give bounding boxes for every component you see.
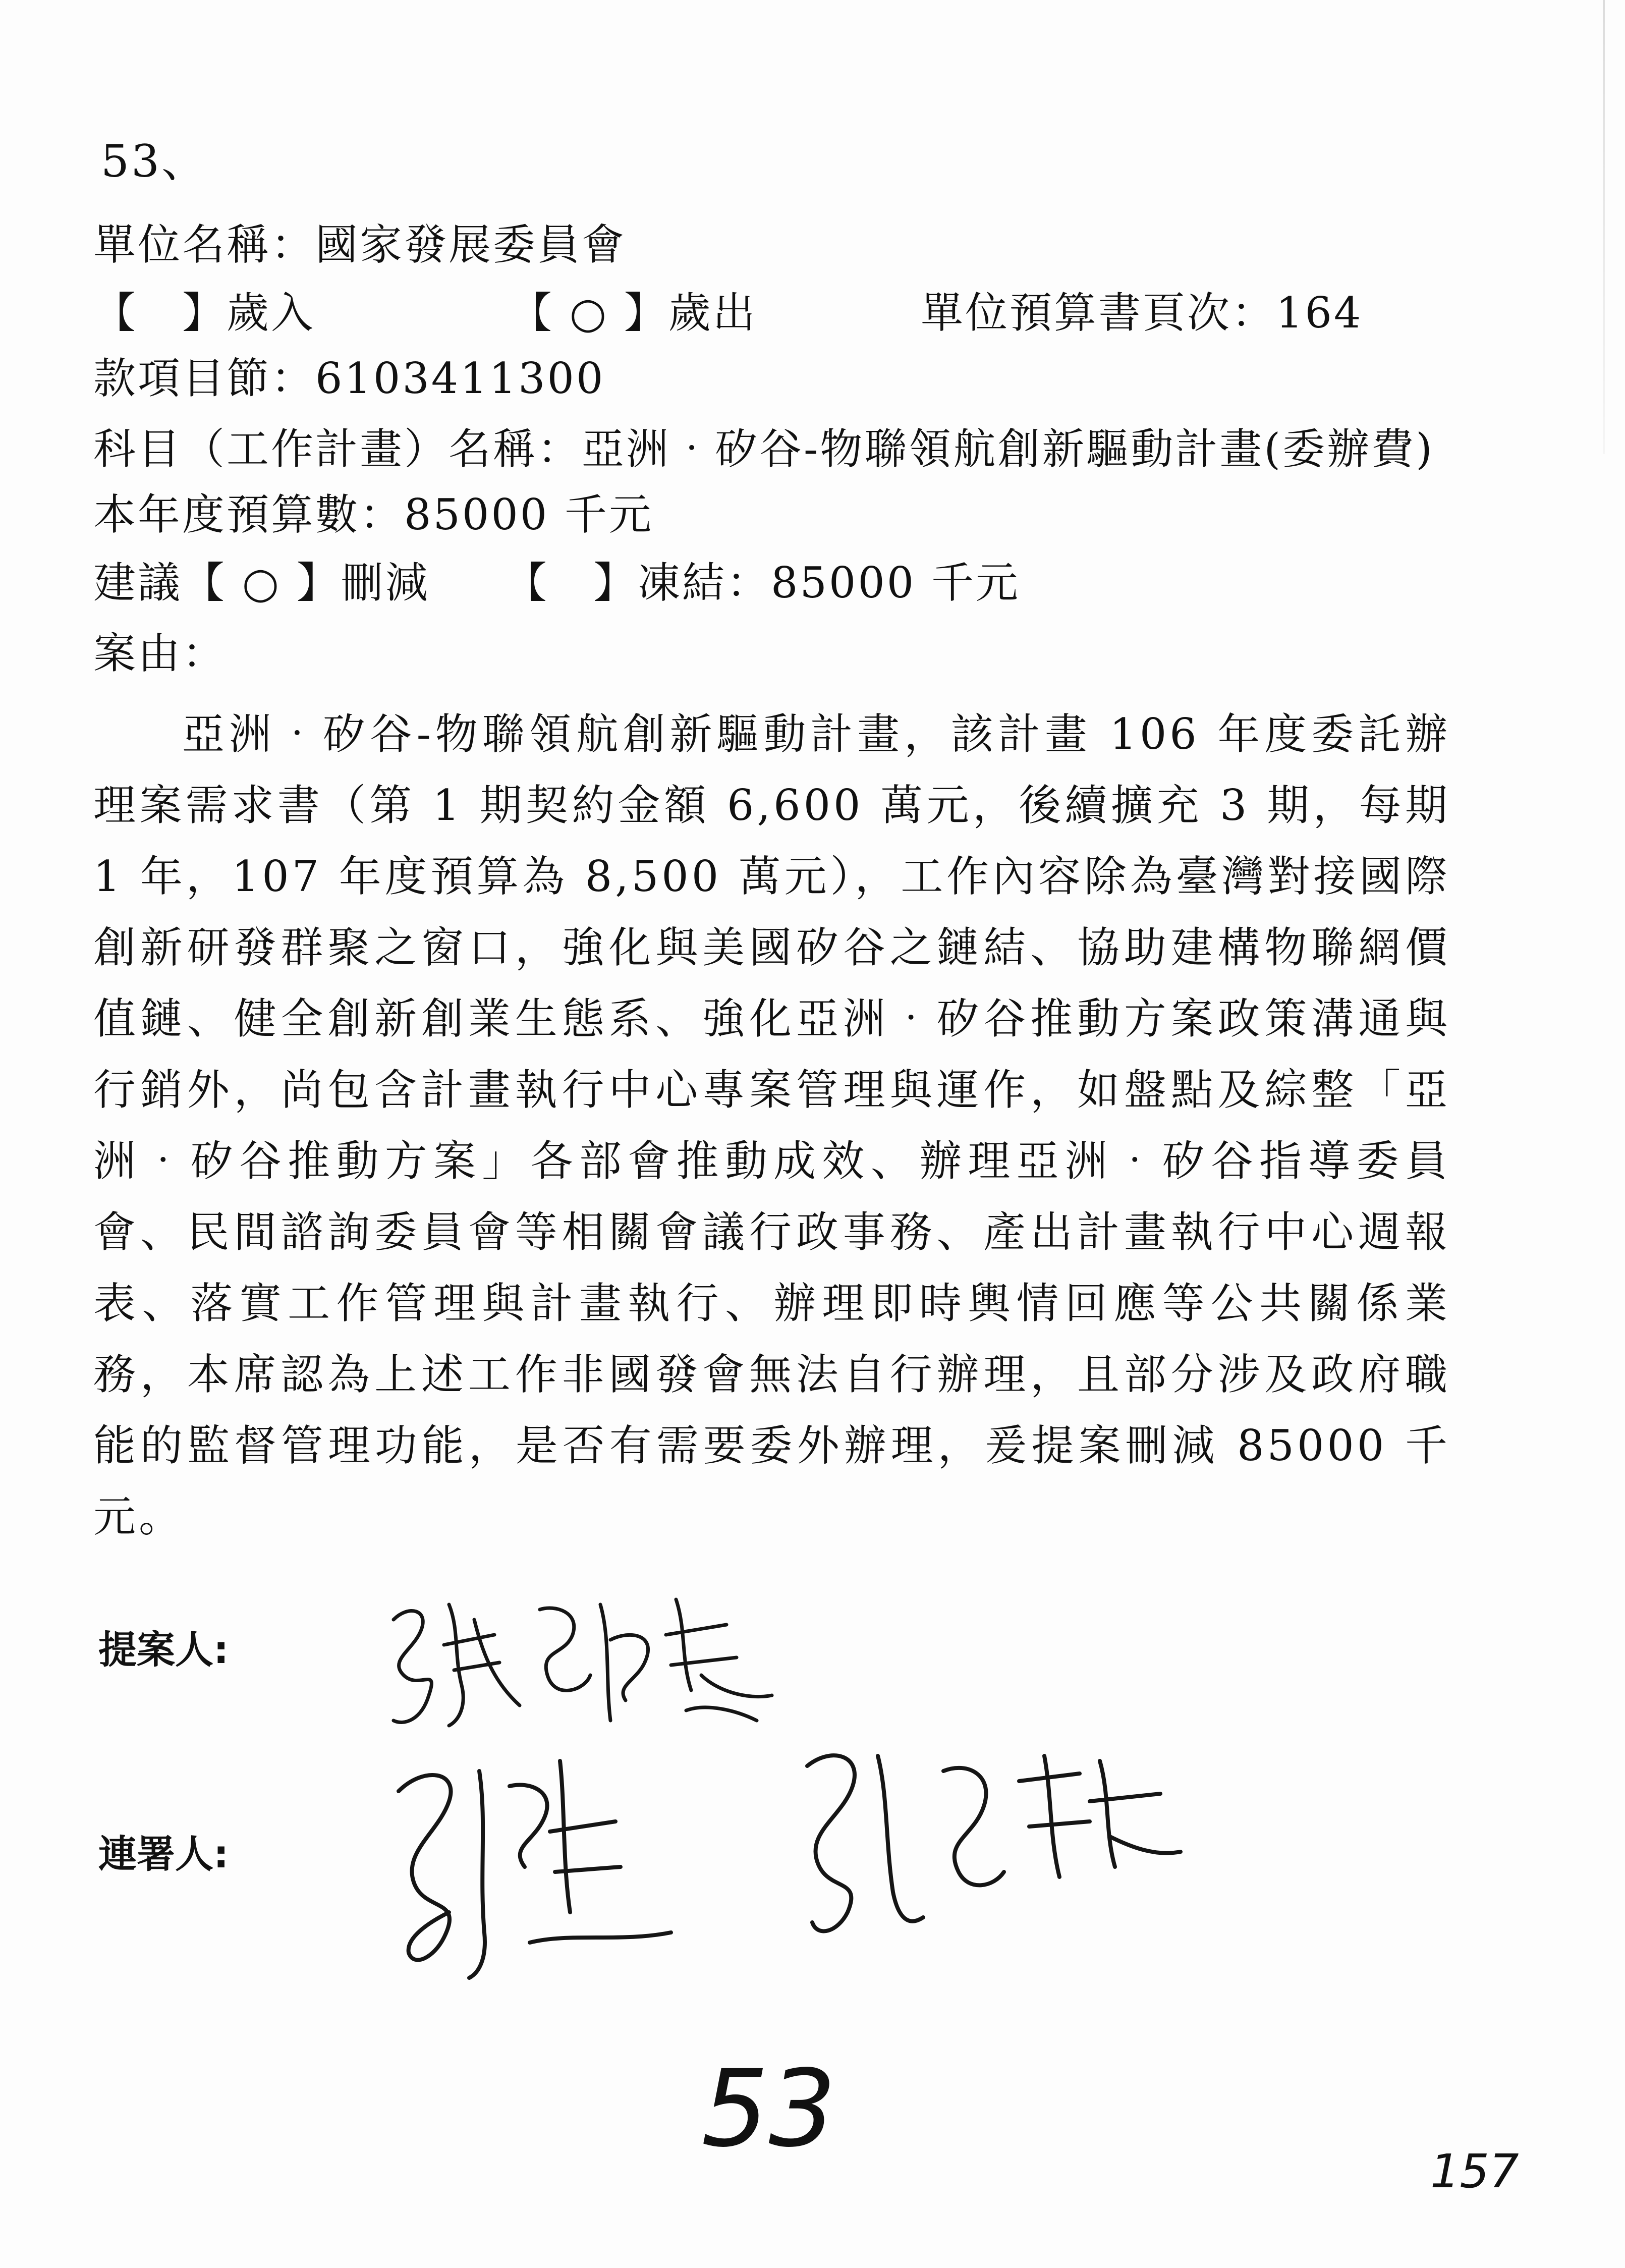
scan-edge-shadow [1603, 0, 1605, 454]
cosigner-signature-1 [378, 1731, 691, 1993]
proposer-label: 提案人: [98, 1627, 229, 1672]
freeze-checkbox-label: 【 】凍結：85000 千元 [505, 558, 1020, 607]
annual-budget-line: 本年度預算數：85000 千元 [93, 490, 653, 539]
budget-page-reference: 單位預算書頁次：164 [921, 288, 1363, 338]
cosigner-signature-2 [777, 1726, 1191, 1948]
account-code-line: 款項目節：6103411300 [93, 354, 605, 403]
handwritten-page-number: 53 [701, 2047, 836, 2171]
cosigner-label: 連署人: [98, 1832, 229, 1876]
corner-page-number: 157 [1430, 2144, 1519, 2198]
document-number: 53、 [101, 135, 208, 187]
unit-name-line: 單位名稱：國家發展委員會 [93, 220, 627, 269]
reason-label: 案由： [93, 629, 227, 678]
expenditure-checkbox-label: 【 ○ 】歲出 [510, 288, 757, 338]
subject-name-line: 科目（工作計畫）名稱：亞洲‧矽谷-物聯領航創新驅動計畫(委辦費) [93, 424, 1434, 474]
reason-body-paragraph: 亞洲‧矽谷-物聯領航創新驅動計畫，該計畫 106 年度委託辦理案需求書（第 1 期契約金額 6,600 萬元，後續擴充 3 期，每期 1 年，107 年度預算為 8,500 萬元），工作內容除為臺灣對接國際創新研發群聚之窗口，強化與美國矽谷之鏈結、協助建構物聯網價值鏈、健全創新創業生態系、強化亞洲‧矽谷推動方案政策溝通與行銷外，尚包含計畫執行中心專案管理與運作，如盤點及綜整「亞洲‧矽谷推動方案」各部會推動成效、辦理亞洲‧矽谷指導委員會、民間諮詢委員會等相關會議行政事務、產出計畫執行中心週報表、落實工作管理與計畫執行、辦理即時輿情回應等公共關係業務，本席認為上述工作非國發會無法自行辦理，且部分涉及政府職能的監督管理功能，是否有需要委外辦理，爰提案刪減 85000 千元。 [93, 709, 1450, 1541]
cut-checkbox-label: 建議【 ○ 】刪減 [93, 558, 430, 607]
revenue-checkbox-label: 【 】歲入 [93, 288, 316, 338]
proposer-signature [373, 1574, 787, 1741]
